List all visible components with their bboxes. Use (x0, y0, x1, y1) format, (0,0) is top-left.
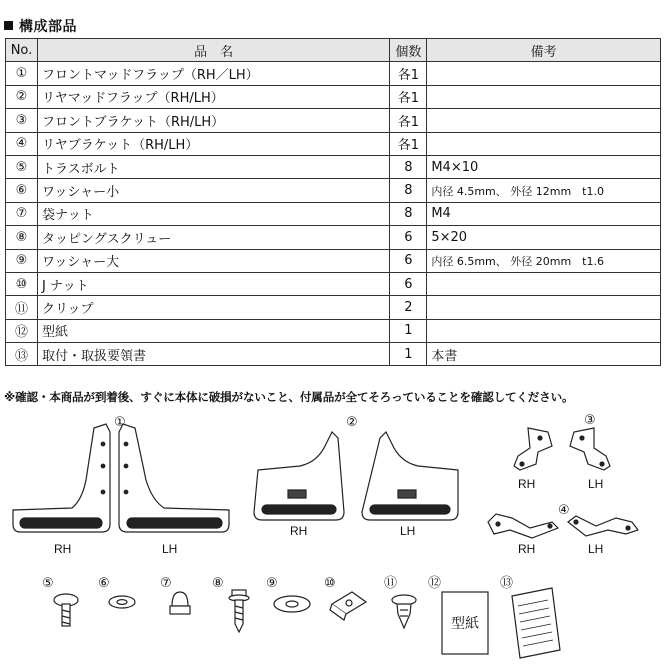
row-no: ④ (6, 132, 38, 155)
callout-13: ⑬ (500, 576, 514, 591)
callout-8: ⑧ (212, 576, 224, 591)
row-qty: 1 (390, 319, 427, 342)
label-lh: LH (588, 542, 604, 556)
row-qty: 8 (390, 179, 427, 202)
header-note: 備考 (427, 39, 661, 62)
table-row (6, 202, 661, 225)
header-no: No. (6, 39, 38, 62)
row-qty: 6 (390, 272, 427, 295)
label-lh: LH (588, 477, 604, 491)
row-no: ⑦ (6, 202, 38, 225)
small-washer-icon (109, 596, 135, 608)
table-row (6, 132, 661, 155)
row-no: ⑧ (6, 226, 38, 249)
row-name: トラスボルト (37, 155, 389, 178)
row-no: ② (6, 85, 38, 108)
row-no: ⑤ (6, 155, 38, 178)
truss-bolt-icon (54, 594, 78, 626)
table-row (6, 319, 661, 342)
front-bracket-rh (514, 428, 552, 470)
label-rh: RH (518, 477, 536, 491)
rear-mud-flap-rh (254, 432, 344, 520)
callout-7: ⑦ (160, 576, 172, 591)
row-no: ⑫ (6, 319, 38, 342)
callout-10: ⑩ (324, 576, 336, 591)
row-name: タッピングスクリュー (37, 226, 389, 249)
row-note (427, 296, 661, 319)
label-rh: RH (518, 542, 536, 556)
large-washer-icon (274, 596, 310, 612)
row-qty: 各1 (390, 85, 427, 108)
row-qty: 8 (390, 202, 427, 225)
notice-text: ※確認・本商品が到着後、すぐに本体に破損がないこと、付属品が全てそろっていることを確認してください。 (4, 390, 574, 404)
row-name: 型紙 (37, 319, 389, 342)
callout-1: ① (114, 415, 126, 430)
header-name: 品 名 (37, 39, 389, 62)
rear-bracket-lh (568, 516, 638, 536)
front-bracket-lh (570, 428, 610, 470)
callout-11: ⑪ (384, 576, 398, 591)
table-row (6, 249, 661, 272)
table-header-row (6, 39, 661, 62)
table-row (6, 272, 661, 295)
row-no: ③ (6, 109, 38, 132)
row-note: 内径 6.5mm、 外径 20mm t1.6 (427, 249, 661, 272)
cap-nut-icon (170, 592, 190, 614)
front-mud-flap-rh (13, 424, 110, 532)
label-rh: RH (290, 524, 308, 538)
rear-mud-flap-lh (362, 432, 458, 520)
callout-3: ③ (584, 413, 596, 428)
table-row (6, 155, 661, 178)
row-name: 袋ナット (37, 202, 389, 225)
callout-4: ④ (558, 503, 570, 518)
row-name: リヤブラケット（RH/LH） (37, 132, 389, 155)
row-name: クリップ (37, 296, 389, 319)
rear-bracket-rh (488, 514, 558, 538)
callout-12: ⑫ (428, 576, 442, 591)
table-row (6, 226, 661, 249)
row-qty: 各1 (390, 62, 427, 85)
manual-booklet-icon (512, 588, 560, 658)
row-qty: 6 (390, 226, 427, 249)
table-row (6, 179, 661, 202)
row-qty: 1 (390, 343, 427, 366)
row-note: M4 (427, 202, 661, 225)
j-nut-icon (330, 592, 366, 620)
row-name: フロントマッドフラップ（RH／LH） (37, 62, 389, 85)
label-rh: RH (54, 542, 72, 556)
row-note: M4×10 (427, 155, 661, 178)
row-note (427, 132, 661, 155)
label-lh: LH (162, 542, 178, 556)
row-no: ⑥ (6, 179, 38, 202)
row-name: フロントブラケット（RH/LH） (37, 109, 389, 132)
row-qty: 各1 (390, 109, 427, 132)
template-label: 型紙 (451, 616, 479, 632)
row-note (427, 85, 661, 108)
row-qty: 2 (390, 296, 427, 319)
row-no: ⑪ (6, 296, 38, 319)
row-note (427, 109, 661, 132)
table-row (6, 296, 661, 319)
tapping-screw-icon (229, 590, 249, 632)
label-lh: LH (400, 524, 416, 538)
section-heading (4, 16, 77, 36)
section-heading-text: 構成部品 (19, 19, 77, 35)
row-note (427, 62, 661, 85)
square-bullet-icon (4, 21, 13, 30)
row-name: ワッシャー小 (37, 179, 389, 202)
row-qty: 8 (390, 155, 427, 178)
row-name: ワッシャー大 (37, 249, 389, 272)
row-no: ⑬ (6, 343, 38, 366)
row-no: ① (6, 62, 38, 85)
row-qty: 6 (390, 249, 427, 272)
table-row (6, 85, 661, 108)
row-note: 5×20 (427, 226, 661, 249)
row-note (427, 319, 661, 342)
parts-illustration (0, 408, 666, 666)
callout-9: ⑨ (266, 576, 278, 591)
row-name: リヤマッドフラップ（RH/LH） (37, 85, 389, 108)
row-note: 本書 (427, 343, 661, 366)
row-qty: 各1 (390, 132, 427, 155)
row-no: ⑩ (6, 272, 38, 295)
callout-2: ② (346, 415, 358, 430)
front-mud-flap-lh (119, 424, 229, 532)
callout-5: ⑤ (42, 576, 54, 591)
table-row (6, 109, 661, 132)
row-name: 取付・取扱要領書 (37, 343, 389, 366)
callout-6: ⑥ (98, 576, 110, 591)
header-qty: 個数 (390, 39, 427, 62)
row-note: 内径 4.5mm、 外径 12mm t1.0 (427, 179, 661, 202)
row-no: ⑨ (6, 249, 38, 272)
row-name: J ナット (37, 272, 389, 295)
table-row (6, 62, 661, 85)
parts-table (5, 38, 661, 366)
row-note (427, 272, 661, 295)
clip-icon (392, 595, 416, 628)
table-row (6, 343, 661, 366)
